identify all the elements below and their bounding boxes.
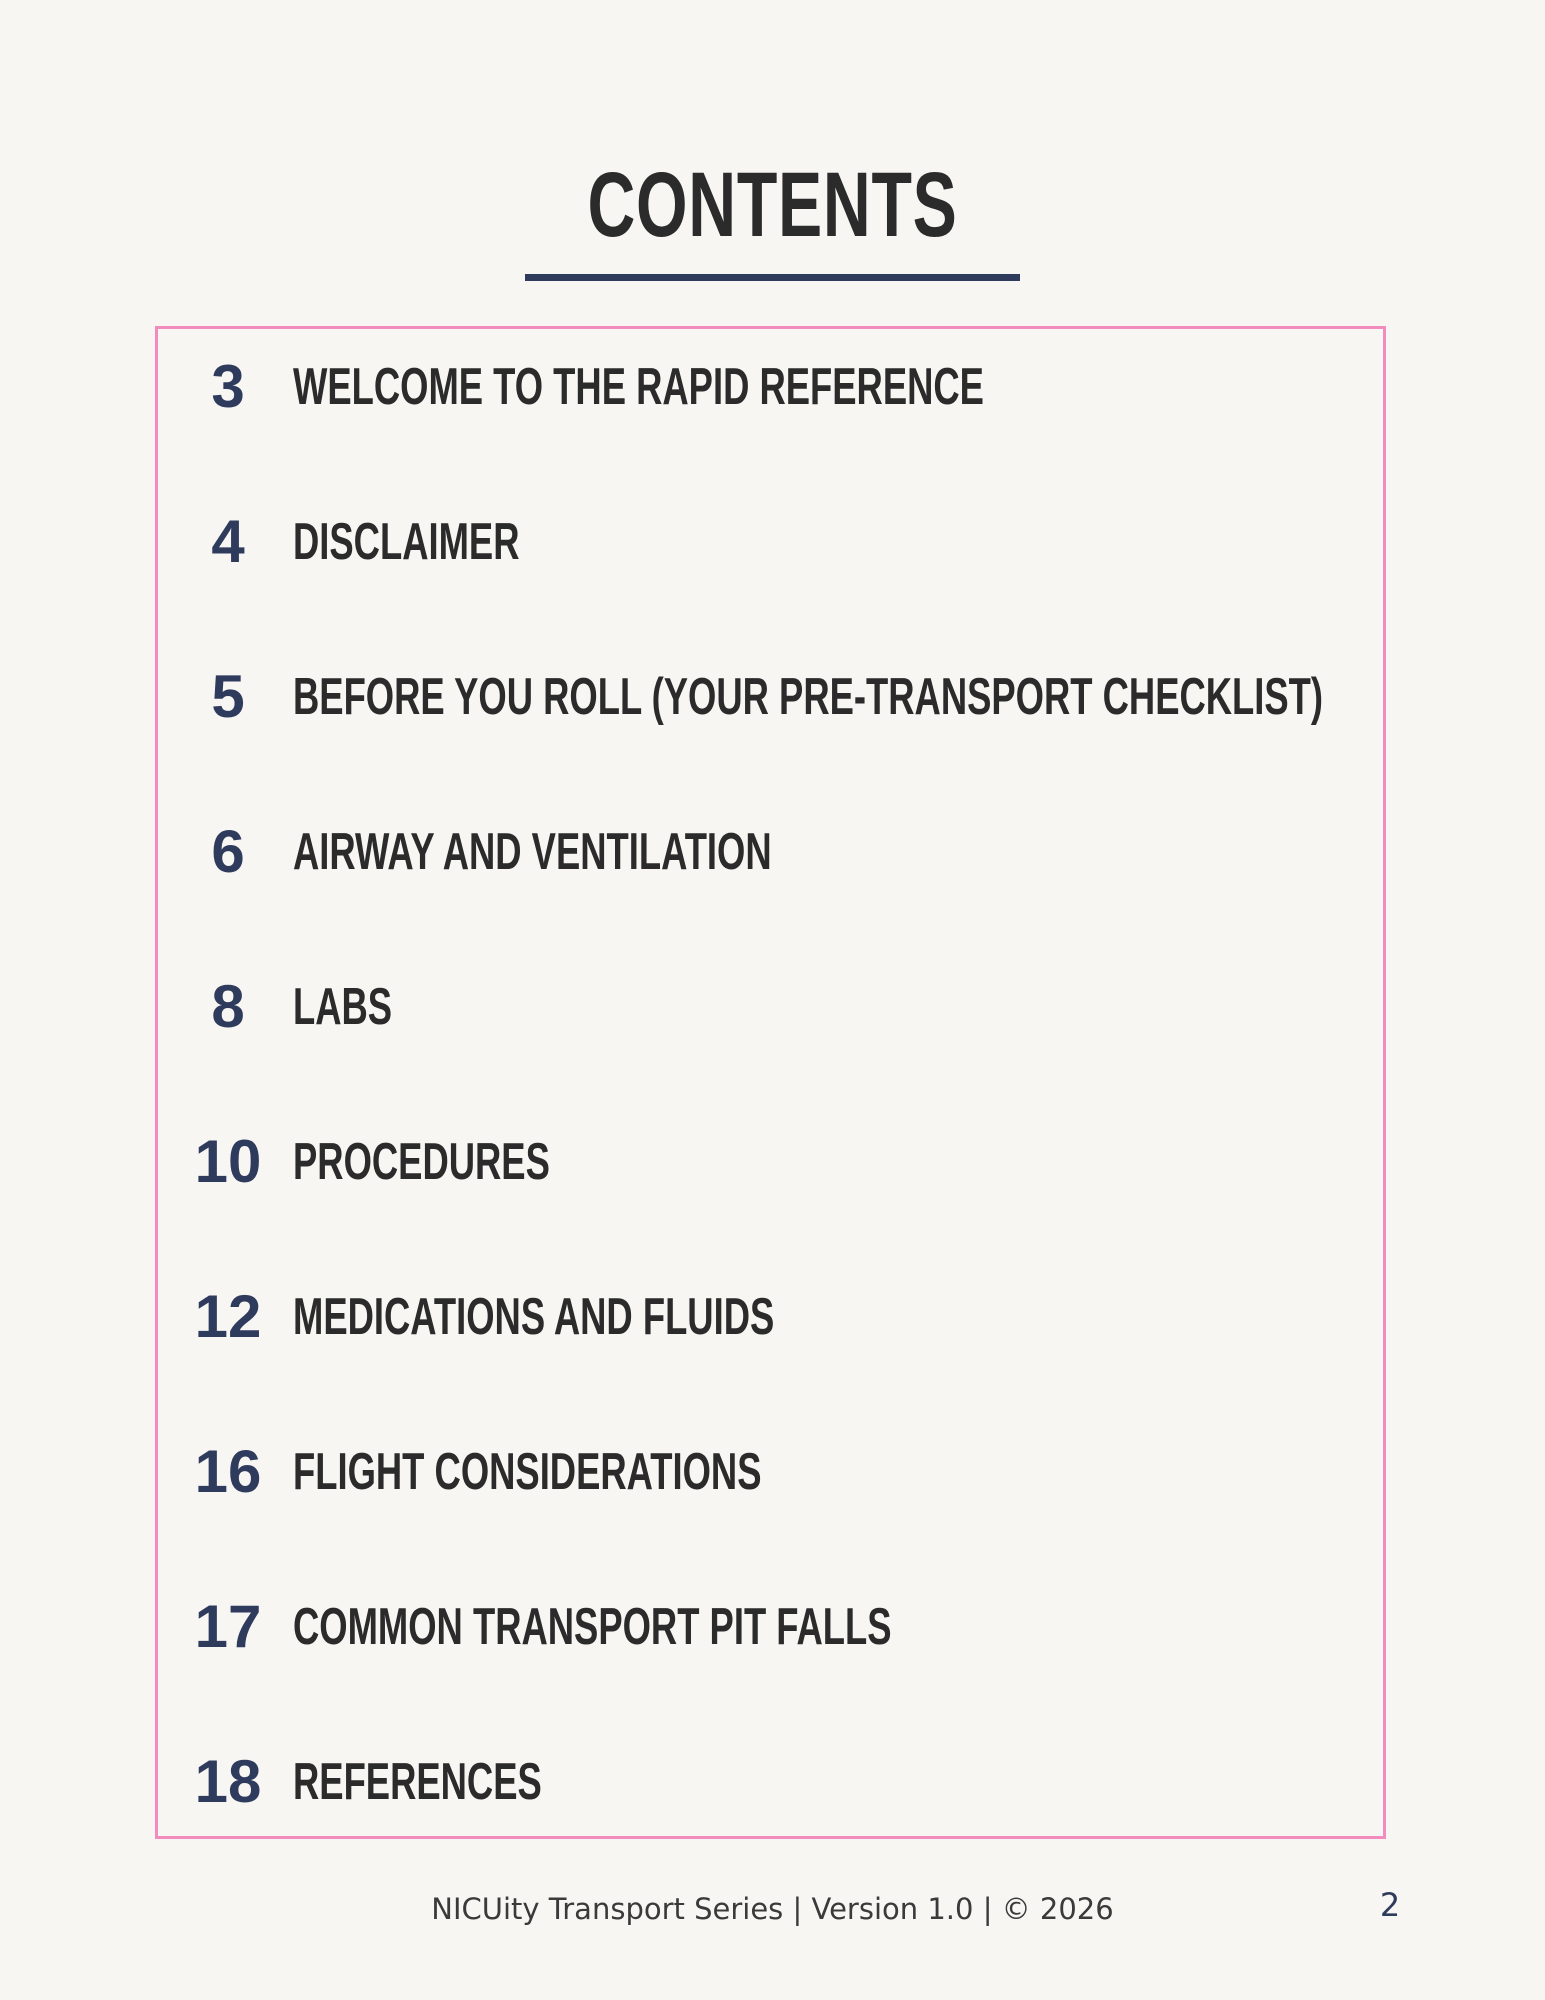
toc-page-number: 6 <box>211 818 245 885</box>
toc-label: REFERENCES <box>293 1753 542 1811</box>
page-title: CONTENTS <box>587 154 958 256</box>
toc-label: AIRWAY AND VENTILATION <box>293 823 772 881</box>
page-footer: NICUity Transport Series | Version 1.0 | © 2026 <box>431 1892 1114 1926</box>
toc-entry[interactable] <box>158 347 1383 427</box>
toc-label: LABS <box>293 978 393 1036</box>
toc-label: PROCEDURES <box>293 1133 550 1191</box>
toc-entry[interactable] <box>158 1122 1383 1202</box>
toc-page-number: 17 <box>194 1593 262 1660</box>
table-of-contents <box>155 326 1386 1839</box>
toc-page-number: 5 <box>211 663 245 730</box>
toc-page-number: 12 <box>194 1283 262 1350</box>
page-number: 2 <box>1379 1886 1401 1924</box>
toc-page-number: 3 <box>211 353 245 420</box>
toc-entry[interactable] <box>158 1432 1383 1512</box>
toc-page-number: 16 <box>194 1438 262 1505</box>
toc-entry[interactable] <box>158 1742 1383 1822</box>
toc-label: DISCLAIMER <box>293 513 520 571</box>
toc-label: MEDICATIONS AND FLUIDS <box>293 1288 775 1346</box>
toc-page-number: 4 <box>211 508 245 575</box>
toc-page-number: 10 <box>194 1128 262 1195</box>
toc-entry[interactable] <box>158 657 1383 737</box>
toc-entry[interactable] <box>158 967 1383 1047</box>
toc-entry[interactable] <box>158 812 1383 892</box>
toc-label: WELCOME TO THE RAPID REFERENCE <box>293 358 984 416</box>
toc-page-number: 8 <box>211 973 245 1040</box>
toc-label: COMMON TRANSPORT PIT FALLS <box>293 1598 892 1656</box>
title-underline <box>525 274 1020 281</box>
toc-entry[interactable] <box>158 1587 1383 1667</box>
toc-label: BEFORE YOU ROLL (YOUR PRE-TRANSPORT CHECKLIST) <box>293 668 1324 726</box>
toc-entry[interactable] <box>158 502 1383 582</box>
toc-page-number: 18 <box>194 1748 262 1815</box>
toc-label: FLIGHT CONSIDERATIONS <box>293 1443 762 1501</box>
toc-entry[interactable] <box>158 1277 1383 1357</box>
